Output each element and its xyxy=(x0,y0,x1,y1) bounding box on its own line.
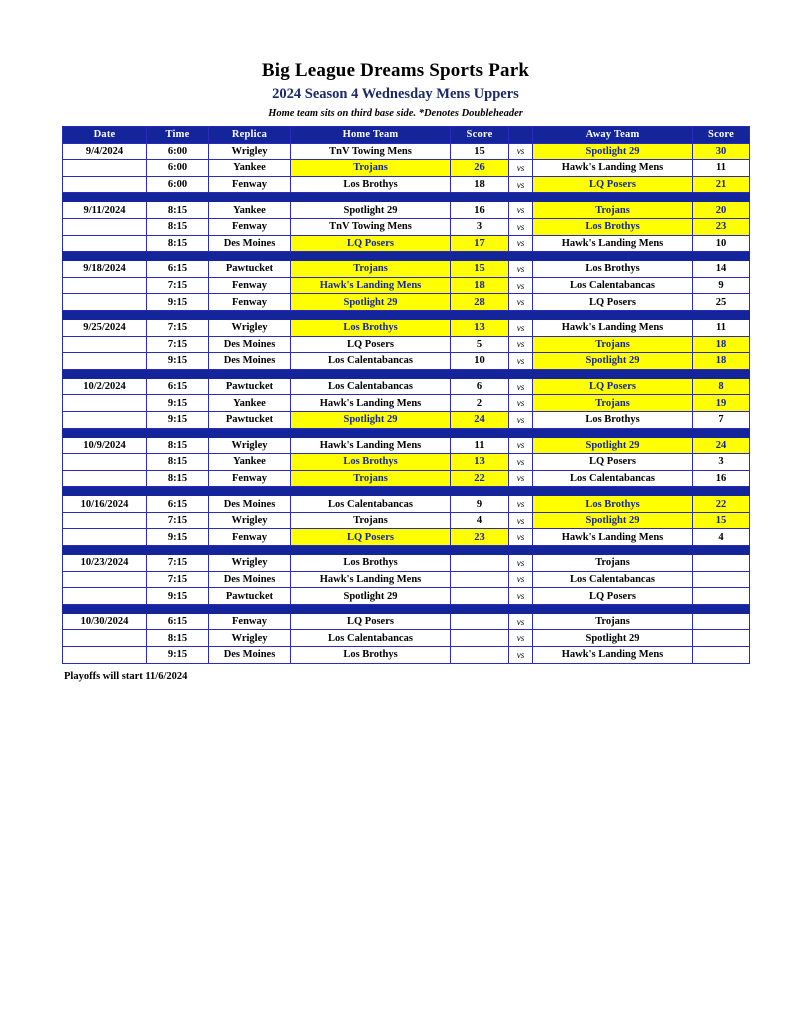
cell-date: 9/11/2024 xyxy=(63,202,147,219)
cell-home-score: 24 xyxy=(451,411,509,428)
group-separator xyxy=(63,546,750,555)
cell-date xyxy=(63,294,147,311)
cell-home-team: Los Calentabancas xyxy=(291,630,451,647)
cell-time: 9:15 xyxy=(147,395,209,412)
cell-away-score: 21 xyxy=(693,176,750,193)
cell-home-score: 15 xyxy=(451,261,509,278)
cell-away-team: Trojans xyxy=(533,395,693,412)
cell-replica: Des Moines xyxy=(209,235,291,252)
column-header-date: Date xyxy=(63,127,147,144)
column-header-away-team: Away Team xyxy=(533,127,693,144)
cell-date xyxy=(63,647,147,664)
cell-date: 10/23/2024 xyxy=(63,555,147,572)
cell-home-team: Hawk's Landing Mens xyxy=(291,437,451,454)
cell-away-score xyxy=(693,571,750,588)
cell-home-team: Spotlight 29 xyxy=(291,588,451,605)
cell-home-team: Los Brothys xyxy=(291,176,451,193)
cell-time: 6:15 xyxy=(147,378,209,395)
cell-home-team: Trojans xyxy=(291,261,451,278)
cell-away-team: Spotlight 29 xyxy=(533,353,693,370)
table-row xyxy=(63,160,750,177)
cell-vs-label: vs xyxy=(509,454,533,471)
column-header-away-score: Score xyxy=(693,127,750,144)
cell-replica: Wrigley xyxy=(209,512,291,529)
cell-away-team: Hawk's Landing Mens xyxy=(533,235,693,252)
cell-away-score: 23 xyxy=(693,218,750,235)
cell-date xyxy=(63,235,147,252)
cell-home-team: Spotlight 29 xyxy=(291,411,451,428)
cell-vs-label: vs xyxy=(509,235,533,252)
cell-away-score xyxy=(693,588,750,605)
cell-time: 7:15 xyxy=(147,555,209,572)
cell-away-team: Los Brothys xyxy=(533,411,693,428)
cell-vs-label: vs xyxy=(509,630,533,647)
cell-home-score: 13 xyxy=(451,454,509,471)
cell-replica: Pawtucket xyxy=(209,378,291,395)
cell-date xyxy=(63,336,147,353)
cell-home-score: 9 xyxy=(451,496,509,513)
cell-date xyxy=(63,470,147,487)
cell-time: 9:15 xyxy=(147,647,209,664)
cell-vs-label: vs xyxy=(509,378,533,395)
cell-date: 10/30/2024 xyxy=(63,613,147,630)
cell-home-team: Hawk's Landing Mens xyxy=(291,277,451,294)
page-note: Home team sits on third base side. *Denotes Doubleheader xyxy=(268,108,523,119)
group-separator-cell xyxy=(63,428,750,437)
group-separator-cell xyxy=(63,193,750,202)
cell-away-team: Los Calentabancas xyxy=(533,571,693,588)
cell-replica: Wrigley xyxy=(209,437,291,454)
cell-time: 8:15 xyxy=(147,235,209,252)
cell-date xyxy=(63,411,147,428)
cell-vs-label: vs xyxy=(509,353,533,370)
cell-away-score: 22 xyxy=(693,496,750,513)
cell-home-score: 15 xyxy=(451,143,509,160)
cell-away-score: 4 xyxy=(693,529,750,546)
cell-time: 6:15 xyxy=(147,613,209,630)
cell-replica: Pawtucket xyxy=(209,261,291,278)
cell-away-team: LQ Posers xyxy=(533,588,693,605)
cell-home-team: LQ Posers xyxy=(291,336,451,353)
group-separator xyxy=(63,487,750,496)
cell-away-score: 15 xyxy=(693,512,750,529)
cell-vs-label: vs xyxy=(509,143,533,160)
cell-away-team: Hawk's Landing Mens xyxy=(533,319,693,336)
cell-date: 10/16/2024 xyxy=(63,496,147,513)
table-row xyxy=(63,529,750,546)
cell-time: 7:15 xyxy=(147,571,209,588)
group-separator-cell xyxy=(63,546,750,555)
cell-home-team: Los Brothys xyxy=(291,555,451,572)
cell-date xyxy=(63,588,147,605)
group-separator xyxy=(63,310,750,319)
cell-home-team: LQ Posers xyxy=(291,235,451,252)
cell-date xyxy=(63,571,147,588)
page-title: Big League Dreams Sports Park xyxy=(261,60,530,81)
cell-away-score: 18 xyxy=(693,353,750,370)
cell-replica: Des Moines xyxy=(209,336,291,353)
cell-replica: Fenway xyxy=(209,470,291,487)
cell-away-score xyxy=(693,630,750,647)
table-row xyxy=(63,261,750,278)
cell-time: 8:15 xyxy=(147,437,209,454)
cell-time: 9:15 xyxy=(147,411,209,428)
table-row xyxy=(63,588,750,605)
cell-vs-label: vs xyxy=(509,529,533,546)
table-row xyxy=(63,143,750,160)
cell-replica: Des Moines xyxy=(209,647,291,664)
table-row xyxy=(63,353,750,370)
cell-vs-label: vs xyxy=(509,319,533,336)
cell-home-score: 22 xyxy=(451,470,509,487)
playoffs-note: Playoffs will start 11/6/2024 xyxy=(64,670,188,682)
cell-time: 7:15 xyxy=(147,336,209,353)
cell-vs-label: vs xyxy=(509,336,533,353)
cell-date xyxy=(63,218,147,235)
cell-away-score: 18 xyxy=(693,336,750,353)
group-separator xyxy=(63,604,750,613)
cell-away-team: Trojans xyxy=(533,202,693,219)
group-separator xyxy=(63,369,750,378)
cell-away-team: LQ Posers xyxy=(533,294,693,311)
cell-away-team: Spotlight 29 xyxy=(533,512,693,529)
cell-vs-label: vs xyxy=(509,395,533,412)
cell-home-score: 4 xyxy=(451,512,509,529)
cell-away-team: Hawk's Landing Mens xyxy=(533,529,693,546)
table-row xyxy=(63,454,750,471)
cell-replica: Des Moines xyxy=(209,571,291,588)
cell-home-score: 3 xyxy=(451,218,509,235)
column-header-home-score: Score xyxy=(451,127,509,144)
cell-replica: Fenway xyxy=(209,277,291,294)
cell-away-team: LQ Posers xyxy=(533,378,693,395)
cell-replica: Wrigley xyxy=(209,630,291,647)
cell-date: 9/25/2024 xyxy=(63,319,147,336)
column-header-vs xyxy=(509,127,533,144)
cell-replica: Fenway xyxy=(209,294,291,311)
group-separator-cell xyxy=(63,310,750,319)
cell-home-score xyxy=(451,613,509,630)
cell-away-score: 10 xyxy=(693,235,750,252)
table-header xyxy=(63,127,750,144)
cell-time: 9:15 xyxy=(147,529,209,546)
cell-date: 9/4/2024 xyxy=(63,143,147,160)
cell-replica: Yankee xyxy=(209,454,291,471)
cell-away-score: 30 xyxy=(693,143,750,160)
cell-home-team: Los Calentabancas xyxy=(291,378,451,395)
cell-vs-label: vs xyxy=(509,176,533,193)
cell-date: 10/9/2024 xyxy=(63,437,147,454)
table-row xyxy=(63,630,750,647)
table-row xyxy=(63,437,750,454)
cell-away-team: Hawk's Landing Mens xyxy=(533,160,693,177)
group-separator xyxy=(63,193,750,202)
page-subtitle: 2024 Season 4 Wednesday Mens Uppers xyxy=(272,86,519,102)
cell-time: 8:15 xyxy=(147,454,209,471)
cell-home-team: Hawk's Landing Mens xyxy=(291,395,451,412)
cell-vs-label: vs xyxy=(509,411,533,428)
cell-away-team: Trojans xyxy=(533,555,693,572)
cell-away-score: 14 xyxy=(693,261,750,278)
cell-time: 9:15 xyxy=(147,294,209,311)
cell-time: 6:00 xyxy=(147,176,209,193)
cell-home-team: TnV Towing Mens xyxy=(291,143,451,160)
cell-away-score: 24 xyxy=(693,437,750,454)
cell-time: 6:00 xyxy=(147,160,209,177)
cell-home-team: Trojans xyxy=(291,512,451,529)
cell-date xyxy=(63,529,147,546)
cell-date xyxy=(63,160,147,177)
cell-vs-label: vs xyxy=(509,437,533,454)
cell-replica: Wrigley xyxy=(209,319,291,336)
group-separator-cell xyxy=(63,252,750,261)
cell-home-score: 23 xyxy=(451,529,509,546)
cell-away-team: Trojans xyxy=(533,336,693,353)
column-header-replica: Replica xyxy=(209,127,291,144)
cell-away-team: Spotlight 29 xyxy=(533,143,693,160)
cell-time: 7:15 xyxy=(147,512,209,529)
table-row xyxy=(63,571,750,588)
table-row xyxy=(63,235,750,252)
cell-away-team: Spotlight 29 xyxy=(533,630,693,647)
cell-away-score: 8 xyxy=(693,378,750,395)
cell-home-team: Los Brothys xyxy=(291,454,451,471)
table-body xyxy=(63,143,750,663)
cell-time: 8:15 xyxy=(147,202,209,219)
group-separator-cell xyxy=(63,369,750,378)
table-row xyxy=(63,512,750,529)
table-row xyxy=(63,411,750,428)
cell-vs-label: vs xyxy=(509,512,533,529)
cell-replica: Pawtucket xyxy=(209,411,291,428)
table-row xyxy=(63,294,750,311)
cell-home-team: Hawk's Landing Mens xyxy=(291,571,451,588)
cell-home-score: 6 xyxy=(451,378,509,395)
cell-home-team: Trojans xyxy=(291,160,451,177)
cell-away-team: Los Calentabancas xyxy=(533,470,693,487)
cell-vs-label: vs xyxy=(509,496,533,513)
table-row xyxy=(63,496,750,513)
cell-replica: Wrigley xyxy=(209,555,291,572)
cell-vs-label: vs xyxy=(509,647,533,664)
cell-date: 10/2/2024 xyxy=(63,378,147,395)
cell-home-score: 10 xyxy=(451,353,509,370)
table-row xyxy=(63,176,750,193)
cell-vs-label: vs xyxy=(509,571,533,588)
cell-date xyxy=(63,176,147,193)
cell-home-score: 13 xyxy=(451,319,509,336)
cell-vs-label: vs xyxy=(509,588,533,605)
cell-time: 8:15 xyxy=(147,630,209,647)
cell-away-team: Los Brothys xyxy=(533,496,693,513)
cell-away-score: 19 xyxy=(693,395,750,412)
cell-home-score: 18 xyxy=(451,176,509,193)
schedule-table xyxy=(62,126,750,664)
table-row xyxy=(63,647,750,664)
cell-replica: Fenway xyxy=(209,613,291,630)
cell-replica: Des Moines xyxy=(209,496,291,513)
cell-home-team: Los Calentabancas xyxy=(291,496,451,513)
cell-replica: Fenway xyxy=(209,176,291,193)
table-row xyxy=(63,319,750,336)
group-separator xyxy=(63,428,750,437)
cell-away-score xyxy=(693,613,750,630)
cell-date xyxy=(63,454,147,471)
cell-home-score: 17 xyxy=(451,235,509,252)
cell-replica: Fenway xyxy=(209,218,291,235)
cell-vs-label: vs xyxy=(509,160,533,177)
cell-home-score xyxy=(451,588,509,605)
cell-date xyxy=(63,512,147,529)
table-row xyxy=(63,202,750,219)
cell-home-team: TnV Towing Mens xyxy=(291,218,451,235)
cell-home-team: LQ Posers xyxy=(291,529,451,546)
cell-away-score: 25 xyxy=(693,294,750,311)
cell-away-score: 11 xyxy=(693,160,750,177)
cell-vs-label: vs xyxy=(509,555,533,572)
cell-away-team: Spotlight 29 xyxy=(533,437,693,454)
cell-time: 8:15 xyxy=(147,218,209,235)
cell-away-score: 7 xyxy=(693,411,750,428)
group-separator-cell xyxy=(63,487,750,496)
cell-replica: Pawtucket xyxy=(209,588,291,605)
table-row xyxy=(63,613,750,630)
cell-home-team: Spotlight 29 xyxy=(291,294,451,311)
cell-home-team: Los Brothys xyxy=(291,319,451,336)
cell-replica: Yankee xyxy=(209,395,291,412)
cell-away-score xyxy=(693,555,750,572)
table-row xyxy=(63,378,750,395)
column-header-time: Time xyxy=(147,127,209,144)
cell-home-team: Los Brothys xyxy=(291,647,451,664)
cell-away-team: Hawk's Landing Mens xyxy=(533,647,693,664)
cell-date xyxy=(63,630,147,647)
cell-home-score: 2 xyxy=(451,395,509,412)
cell-time: 6:15 xyxy=(147,261,209,278)
cell-home-score: 16 xyxy=(451,202,509,219)
column-header-home-team: Home Team xyxy=(291,127,451,144)
cell-away-team: Trojans xyxy=(533,613,693,630)
table-row xyxy=(63,218,750,235)
cell-home-team: LQ Posers xyxy=(291,613,451,630)
cell-home-team: Spotlight 29 xyxy=(291,202,451,219)
cell-home-team: Trojans xyxy=(291,470,451,487)
cell-away-team: Los Brothys xyxy=(533,261,693,278)
cell-home-score xyxy=(451,571,509,588)
table-row xyxy=(63,277,750,294)
cell-away-team: LQ Posers xyxy=(533,454,693,471)
cell-away-score: 9 xyxy=(693,277,750,294)
cell-home-score: 18 xyxy=(451,277,509,294)
cell-replica: Fenway xyxy=(209,529,291,546)
table-row xyxy=(63,395,750,412)
cell-time: 7:15 xyxy=(147,319,209,336)
table-row xyxy=(63,336,750,353)
cell-date xyxy=(63,395,147,412)
table-row xyxy=(63,555,750,572)
cell-vs-label: vs xyxy=(509,218,533,235)
cell-time: 6:15 xyxy=(147,496,209,513)
cell-date xyxy=(63,277,147,294)
cell-away-score: 20 xyxy=(693,202,750,219)
cell-away-team: Los Calentabancas xyxy=(533,277,693,294)
cell-time: 8:15 xyxy=(147,470,209,487)
cell-home-score xyxy=(451,647,509,664)
cell-home-score xyxy=(451,555,509,572)
table-header-row xyxy=(63,127,750,144)
cell-time: 9:15 xyxy=(147,353,209,370)
cell-home-score: 5 xyxy=(451,336,509,353)
cell-replica: Wrigley xyxy=(209,143,291,160)
cell-replica: Des Moines xyxy=(209,353,291,370)
cell-home-score: 11 xyxy=(451,437,509,454)
cell-home-score xyxy=(451,630,509,647)
group-separator-cell xyxy=(63,604,750,613)
cell-away-team: LQ Posers xyxy=(533,176,693,193)
cell-replica: Yankee xyxy=(209,160,291,177)
cell-vs-label: vs xyxy=(509,277,533,294)
cell-away-score: 3 xyxy=(693,454,750,471)
cell-away-score: 11 xyxy=(693,319,750,336)
cell-vs-label: vs xyxy=(509,613,533,630)
cell-vs-label: vs xyxy=(509,261,533,278)
cell-date: 9/18/2024 xyxy=(63,261,147,278)
group-separator xyxy=(63,252,750,261)
cell-time: 9:15 xyxy=(147,588,209,605)
cell-home-score: 26 xyxy=(451,160,509,177)
cell-away-score xyxy=(693,647,750,664)
cell-replica: Yankee xyxy=(209,202,291,219)
cell-away-score: 16 xyxy=(693,470,750,487)
cell-time: 6:00 xyxy=(147,143,209,160)
cell-away-team: Los Brothys xyxy=(533,218,693,235)
cell-date xyxy=(63,353,147,370)
cell-vs-label: vs xyxy=(509,202,533,219)
cell-home-team: Los Calentabancas xyxy=(291,353,451,370)
cell-vs-label: vs xyxy=(509,294,533,311)
cell-vs-label: vs xyxy=(509,470,533,487)
table-row xyxy=(63,470,750,487)
cell-time: 7:15 xyxy=(147,277,209,294)
cell-home-score: 28 xyxy=(451,294,509,311)
